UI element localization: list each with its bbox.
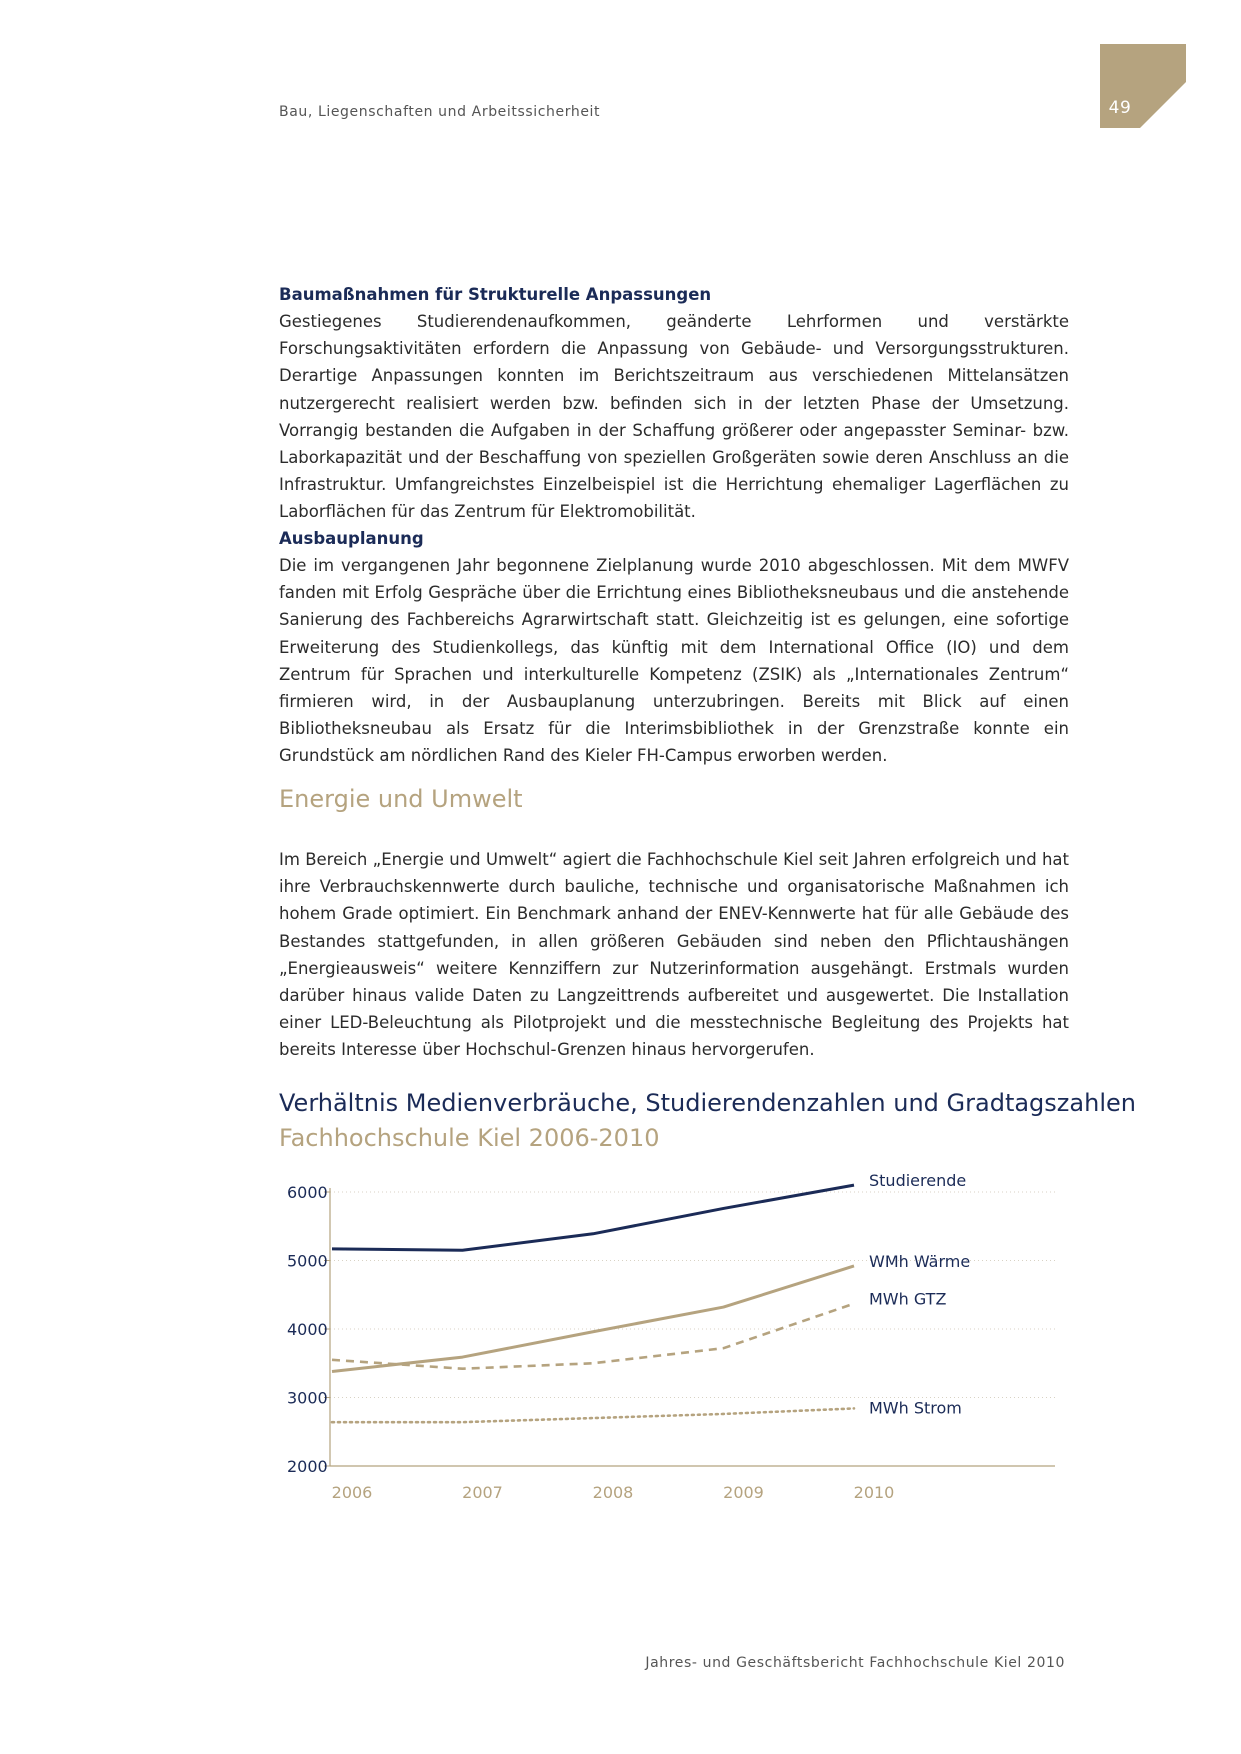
x-tick-label: 2009 [723, 1483, 764, 1502]
section-energy-environment [279, 846, 1069, 1064]
series-line [332, 1408, 854, 1422]
x-tick-label: 2006 [331, 1483, 373, 1502]
series-label: MWh Strom [869, 1398, 962, 1418]
y-tick-label: 2000 [287, 1457, 328, 1476]
footer-text: Jahres- und Geschäftsbericht Fachhochschule Kiel 2010 [645, 1655, 1065, 1671]
chart-subtitle: Fachhochschule Kiel 2006-2010 [279, 1124, 660, 1152]
series-label: Studierende [869, 1171, 967, 1191]
x-tick-label: 2007 [462, 1483, 503, 1502]
chart-title: Verhältnis Medienverbräuche, Studierendenzahlen und Gradtagszahlen [279, 1089, 1136, 1117]
line-chart [270, 1170, 1090, 1520]
section-expansion-planning [279, 525, 1069, 770]
x-tick-label: 2008 [592, 1483, 634, 1502]
y-tick-label: 3000 [287, 1388, 328, 1408]
section-paragraph: Die im vergangenen Jahr begonnene Zielplanung wurde 2010 abgeschlossen. Mit dem MWFV fanden mit Erfolg Gespräche über die Errichtung eines Bibliotheksneubaus und die anstehende Sanierung des Fachbereichs Agrarwirtschaft statt. Gleichzeitig ist es gelungen, eine sofortige Erweiterung des Studienkollegs, das künftig mit dem International Office (IO) und dem Zentrum für Sprachen und interkulturelle Kompetenz (ZSIK) als „Internationales Zentrum“ firmieren wird, in der Ausbauplanung unterzubringen. Bereits mit Blick auf einen Bibliotheksneubau als Ersatz für die Interimsbibliothek in der Grenzstraße konnte ein Grundstück am nördlichen Rand des Kieler FH-Campus erworben werden. [279, 556, 1069, 766]
y-tick-label: 5000 [287, 1251, 328, 1271]
y-tick-label: 4000 [287, 1320, 328, 1339]
x-tick-label: 2010 [853, 1483, 895, 1502]
section-heading: Baumaßnahmen für Strukturelle Anpassungen [279, 285, 712, 304]
series-line [332, 1266, 854, 1371]
series-label: WMh Wärme [869, 1251, 971, 1271]
running-head: Bau, Liegenschaften und Arbeitssicherheit [279, 104, 601, 120]
y-tick-label: 6000 [287, 1183, 328, 1202]
page-number: 49 [1108, 98, 1132, 118]
series-line [332, 1185, 854, 1250]
series-label: MWh GTZ [869, 1289, 947, 1309]
section-heading: Ausbauplanung [279, 529, 424, 548]
section-structural-adjustments [279, 281, 1069, 526]
series-line [332, 1304, 854, 1369]
energy-environment-heading: Energie und Umwelt [279, 785, 523, 813]
section-paragraph: Gestiegenes Studierendenaufkommen, geänderte Lehrformen und verstärkte Forschungsaktivitäten erfordern die Anpassung von Gebäude- und Versorgungsstrukturen. Derartige Anpassungen konnten im Berichtszeitraum aus verschiedenen Mittelansätzen nutzergerecht realisiert werden bzw. befinden sich in der letzten Phase der Umsetzung. Vorrangig bestanden die Aufgaben in der Schaffung größerer oder angepasster Seminar- bzw. Laborkapazität und der Beschaffung von speziellen Großgeräten sowie deren Anschluss an die Infrastruktur. Umfangreichstes Einzelbeispiel ist die Herrichtung ehemaliger Lagerflächen zu Laborflächen für das Zentrum für Elektromobilität. [279, 312, 1069, 522]
section-paragraph: Im Bereich „Energie und Umwelt“ agiert die Fachhochschule Kiel seit Jahren erfolgreich und hat ihre Verbrauchskennwerte durch bauliche, technische und organisatorische Maßnahmen ich hohem Grade optimiert. Ein Benchmark anhand der ENEV-Kennwerte hat für alle Gebäude des Bestandes stattgefunden, in allen größeren Gebäuden sind neben den Pflichtaushängen „Energieausweis“ weitere Kennziffern zur Nutzerinformation ausgehängt. Erstmals wurden darüber hinaus valide Daten zu Langzeittrends aufbereitet und ausgewertet. Die Installation einer LED-Beleuchtung als Pilotprojekt und die messtechnische Begleitung des Projekts hat bereits Interesse über Hochschul-Grenzen hinaus hervorgerufen. [279, 850, 1069, 1060]
